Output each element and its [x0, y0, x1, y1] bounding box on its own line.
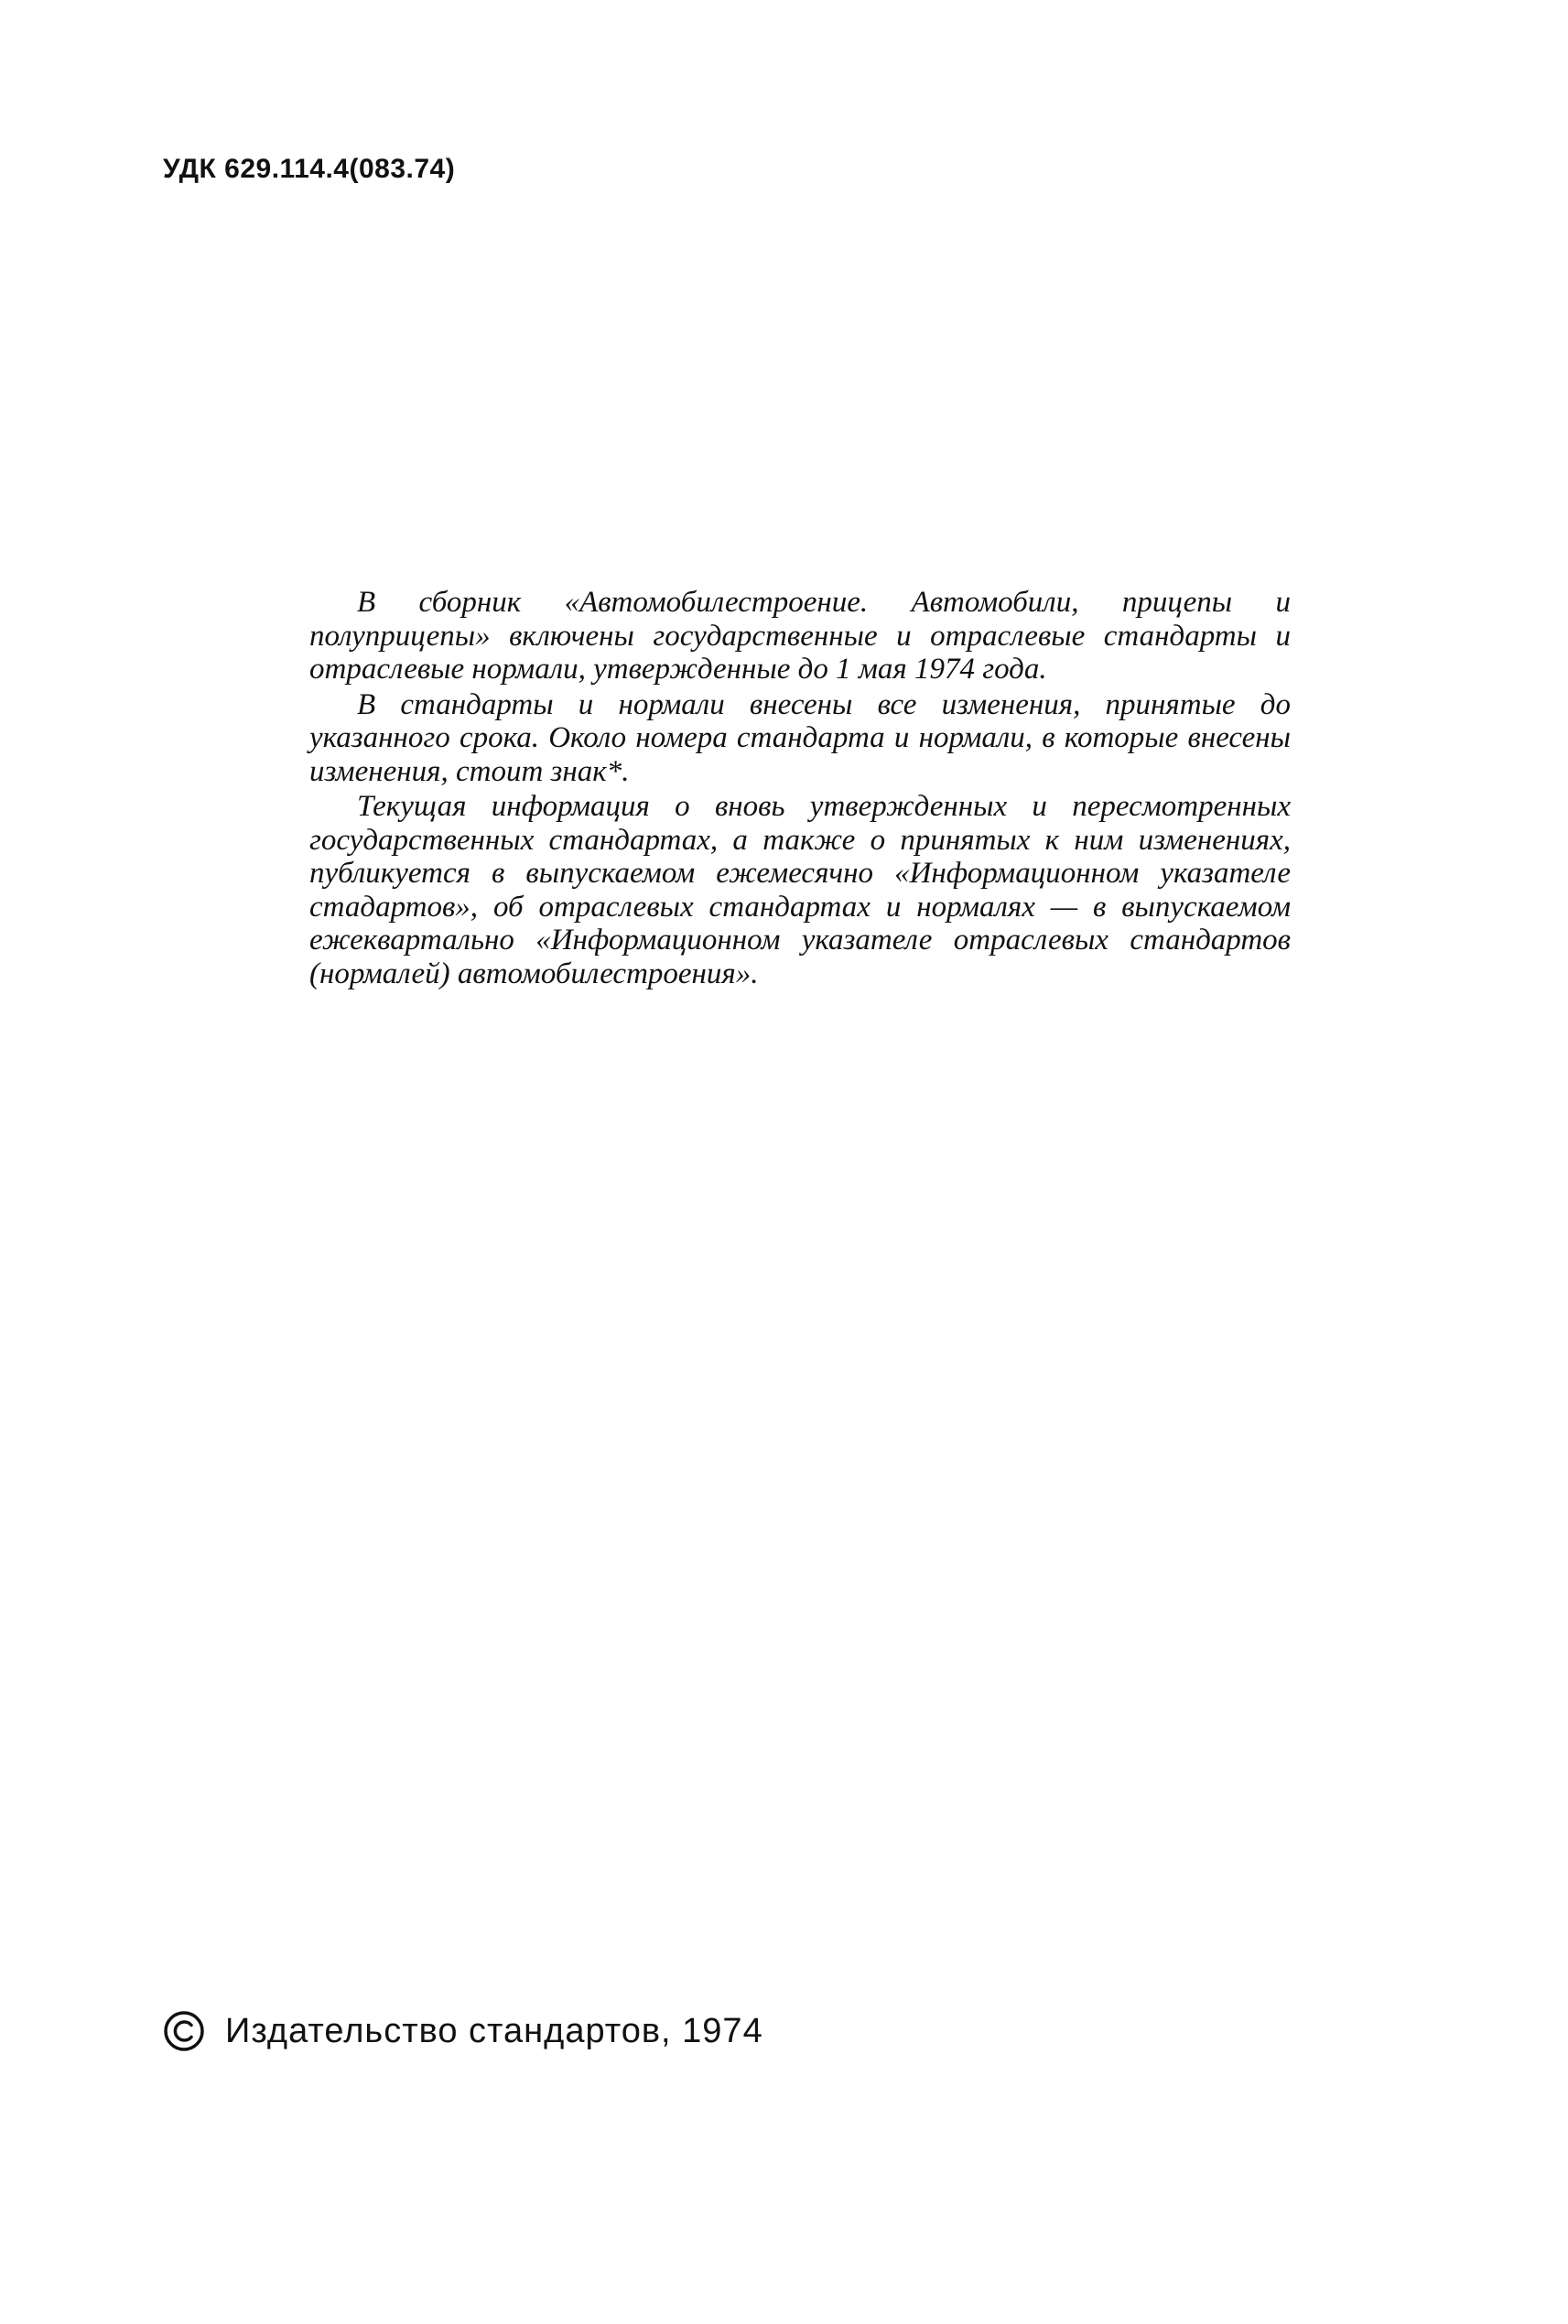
annotation-paragraph: В стандарты и нормали внесены все изменения, принятые до указанного срока. Около номера стандарта и нормали, в которые внесены изменения, стоит знак*.	[309, 687, 1291, 788]
annotation-block	[309, 586, 1291, 992]
copyright-text: Издательство стандартов, 1974	[225, 2011, 763, 2050]
udc-code: УДК 629.114.4(083.74)	[163, 154, 456, 184]
annotation-paragraph: Текущая информация о вновь утвержденных и пересмотренных государственных стандартах, а также о принятых к ним изменениях, публикуется в выпускаемом ежемесячно «Информационном указателе стадартов», об отраслевых стандартах и нормалях — в выпускаемом ежеквартально «Информационном указателе отраслевых стандартов (нормалей) автомобилестроения».	[309, 790, 1291, 990]
annotation-paragraph: В сборник «Автомобилестроение. Автомобили, прицепы и полуприцепы» включены государственные и отраслевые стандарты и отраслевые нормали, утвержденные до 1 мая 1974 года.	[309, 586, 1291, 686]
copyright-line	[163, 2010, 763, 2052]
copyright-icon	[163, 2010, 205, 2052]
